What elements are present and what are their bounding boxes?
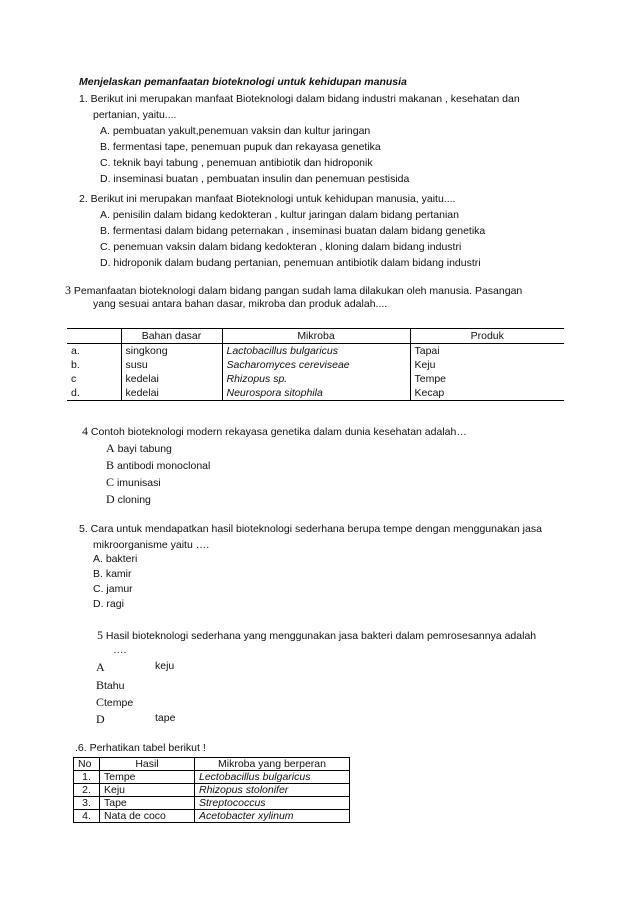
q3-cell: kedelai [121,386,222,401]
option-text: tempe [104,697,134,709]
q2-option-d: D. hidroponik dalam budang pertanian, penemuan antibiotik dalam bidang industri [100,257,481,269]
q4-stem-text: Contoh bioteknologi modern rekayasa genetika dalam dunia kesehatan adalah… [90,426,467,438]
q6-header-hasil: Hasil [100,758,195,771]
q3-cell: b. [71,359,80,371]
q5-option-b: B. kamir [93,568,132,580]
q3-header-produk: Produk [410,329,564,344]
q3-stem [65,283,522,298]
q1-stem-cont: pertanian, yaitu.... [93,109,177,121]
q6-cell: Rhizopus stolonifer [195,784,350,797]
q6-cell: Nata de coco [100,810,195,823]
table-row [67,358,564,372]
q6-cell: 2. [74,784,100,797]
q5-option-a: A. bakteri [93,553,138,565]
q3-stem-text: Pemanfaatan bioteknologi dalam bidang pangan sudah lama dilakukan oleh manusia. Pasangan [73,285,523,297]
option-letter: D [106,492,115,506]
q1-option-a: A. pembuatan yakult,penemuan vaksin dan kultur jaringan [100,125,371,137]
q3-cell: c [71,373,77,385]
q3-cell: Neurospora sitophila [222,386,410,401]
q1-option-b: B. fermentasi tape, penemuan pupuk dan rekayasa genetika [100,141,381,153]
q3-cell: Keju [410,358,564,372]
q6-cell: 4. [74,810,100,823]
q3-cell: singkong [121,344,222,359]
q5-stem-cont: mikroorganisme yaitu …. [93,539,210,551]
q3-cell: Lactobacillus bulgaricus [222,344,410,359]
q3-number: 3 [65,283,71,297]
option-letter: B [106,458,115,472]
q4-number: 4 [82,424,88,438]
q6-cell: Streptococcus [195,797,350,810]
q4-option-b [106,458,210,473]
q1-option-d: D. inseminasi buatan , pembuatan insulin dan penemuan pestisida [100,173,410,185]
q5b-stem [97,628,536,643]
q5b-option-b [96,678,124,693]
option-text: tape [155,712,176,724]
option-text: bayi tabung [117,443,172,455]
q6-cell: Tempe [100,771,195,784]
option-letter: C [96,695,105,709]
q6-stem: .6. Perhatikan tabel berikut ! [75,742,206,754]
q6-cell: Acetobacter xylinum [195,810,350,823]
q5-stem: 5. Cara untuk mendapatkan hasil bioteknologi sederhana berupa tempe dengan menggunakan jasa [79,523,542,535]
q5-option-c: C. jamur [93,583,133,595]
table-row [74,797,350,810]
q3-cell: Tempe [410,372,564,386]
option-letter: B [96,678,105,692]
q3-cell: susu [121,358,222,372]
q3-cell: kedelai [121,372,222,386]
q6-header-no: No [74,758,100,771]
q3-table-header [67,329,564,344]
table-row [67,344,564,359]
option-text: cloning [117,494,151,506]
q4-option-d [106,492,151,507]
q4-option-c [106,475,161,490]
q6-cell: 3. [74,797,100,810]
option-letter: D [96,712,105,726]
q1-option-c: C. teknik bayi tabung , penemuan antibiotik dan hidroponik [100,157,373,169]
q6-cell: 1. [74,771,100,784]
q2-option-b: B. fermentasi dalam bidang peternakan , inseminasi buatan dalam bidang genetika [100,225,486,237]
q3-header-mikroba: Mikroba [222,329,410,344]
q2-option-c: C. penemuan vaksin dalam bidang kedokteran , kloning dalam bidang industri [100,241,462,253]
q3-cell: Tapai [410,344,564,359]
table-row [67,386,564,401]
q5b-stem-text: Hasil bioteknologi sederhana yang menggunakan jasa bakteri dalam pemrosesannya adalah [105,630,537,642]
q3-header-blank [67,329,121,344]
q6-cell: Tape [100,797,195,810]
q5b-stem-cont: …. [113,644,127,656]
q6-header-mikroba: Mikroba yang berperan [195,758,350,771]
option-text: keju [155,660,175,672]
q3-table [67,328,564,401]
option-letter: A [96,660,105,674]
q1-stem: 1. Berikut ini merupakan manfaat Bioteknologi dalam bidang industri makanan , kesehatan dan [79,93,520,105]
option-letter: C [106,475,115,489]
q5b-option-d [96,712,176,727]
table-row [74,771,350,784]
q5b-option-a [96,660,175,675]
q4-stem [82,424,467,439]
q5-option-d: D. ragi [93,598,124,610]
q3-cell: Sacharomyces cereviseae [222,358,410,372]
option-text: imunisasi [116,477,161,489]
q6-cell: Lectobacillus bulgaricus [195,771,350,784]
q6-cell: Keju [100,784,195,797]
q3-cell: Rhizopus sp. [222,372,410,386]
q3-header-bahan: Bahan dasar [121,329,222,344]
q3-cell: d. [71,387,80,399]
q6-table-header [74,758,350,771]
q3-cell: a. [71,345,80,357]
q5b-number: 5 [97,628,103,642]
page-title: Menjelaskan pemanfaatan bioteknologi untuk kehidupan manusia [79,76,407,88]
option-text: antibodi monoclonal [116,460,211,472]
option-letter: A [106,441,115,455]
table-row [67,372,564,386]
q6-table [73,757,350,823]
table-row [74,810,350,823]
q2-stem: 2. Berikut ini merupakan manfaat Bioteknologi untuk kehidupan manusia, yaitu.... [79,193,456,205]
q3-stem-cont: yang sesuai antara bahan dasar, mikroba dan produk adalah.... [93,298,388,310]
q3-cell: Kecap [410,386,564,401]
option-text: tahu [104,680,125,692]
q4-option-a [106,441,172,456]
table-row [74,784,350,797]
q5b-option-c [96,695,133,710]
q2-option-a: A. penisilin dalam bidang kedokteran , kultur jaringan dalam bidang pertanian [100,209,459,221]
